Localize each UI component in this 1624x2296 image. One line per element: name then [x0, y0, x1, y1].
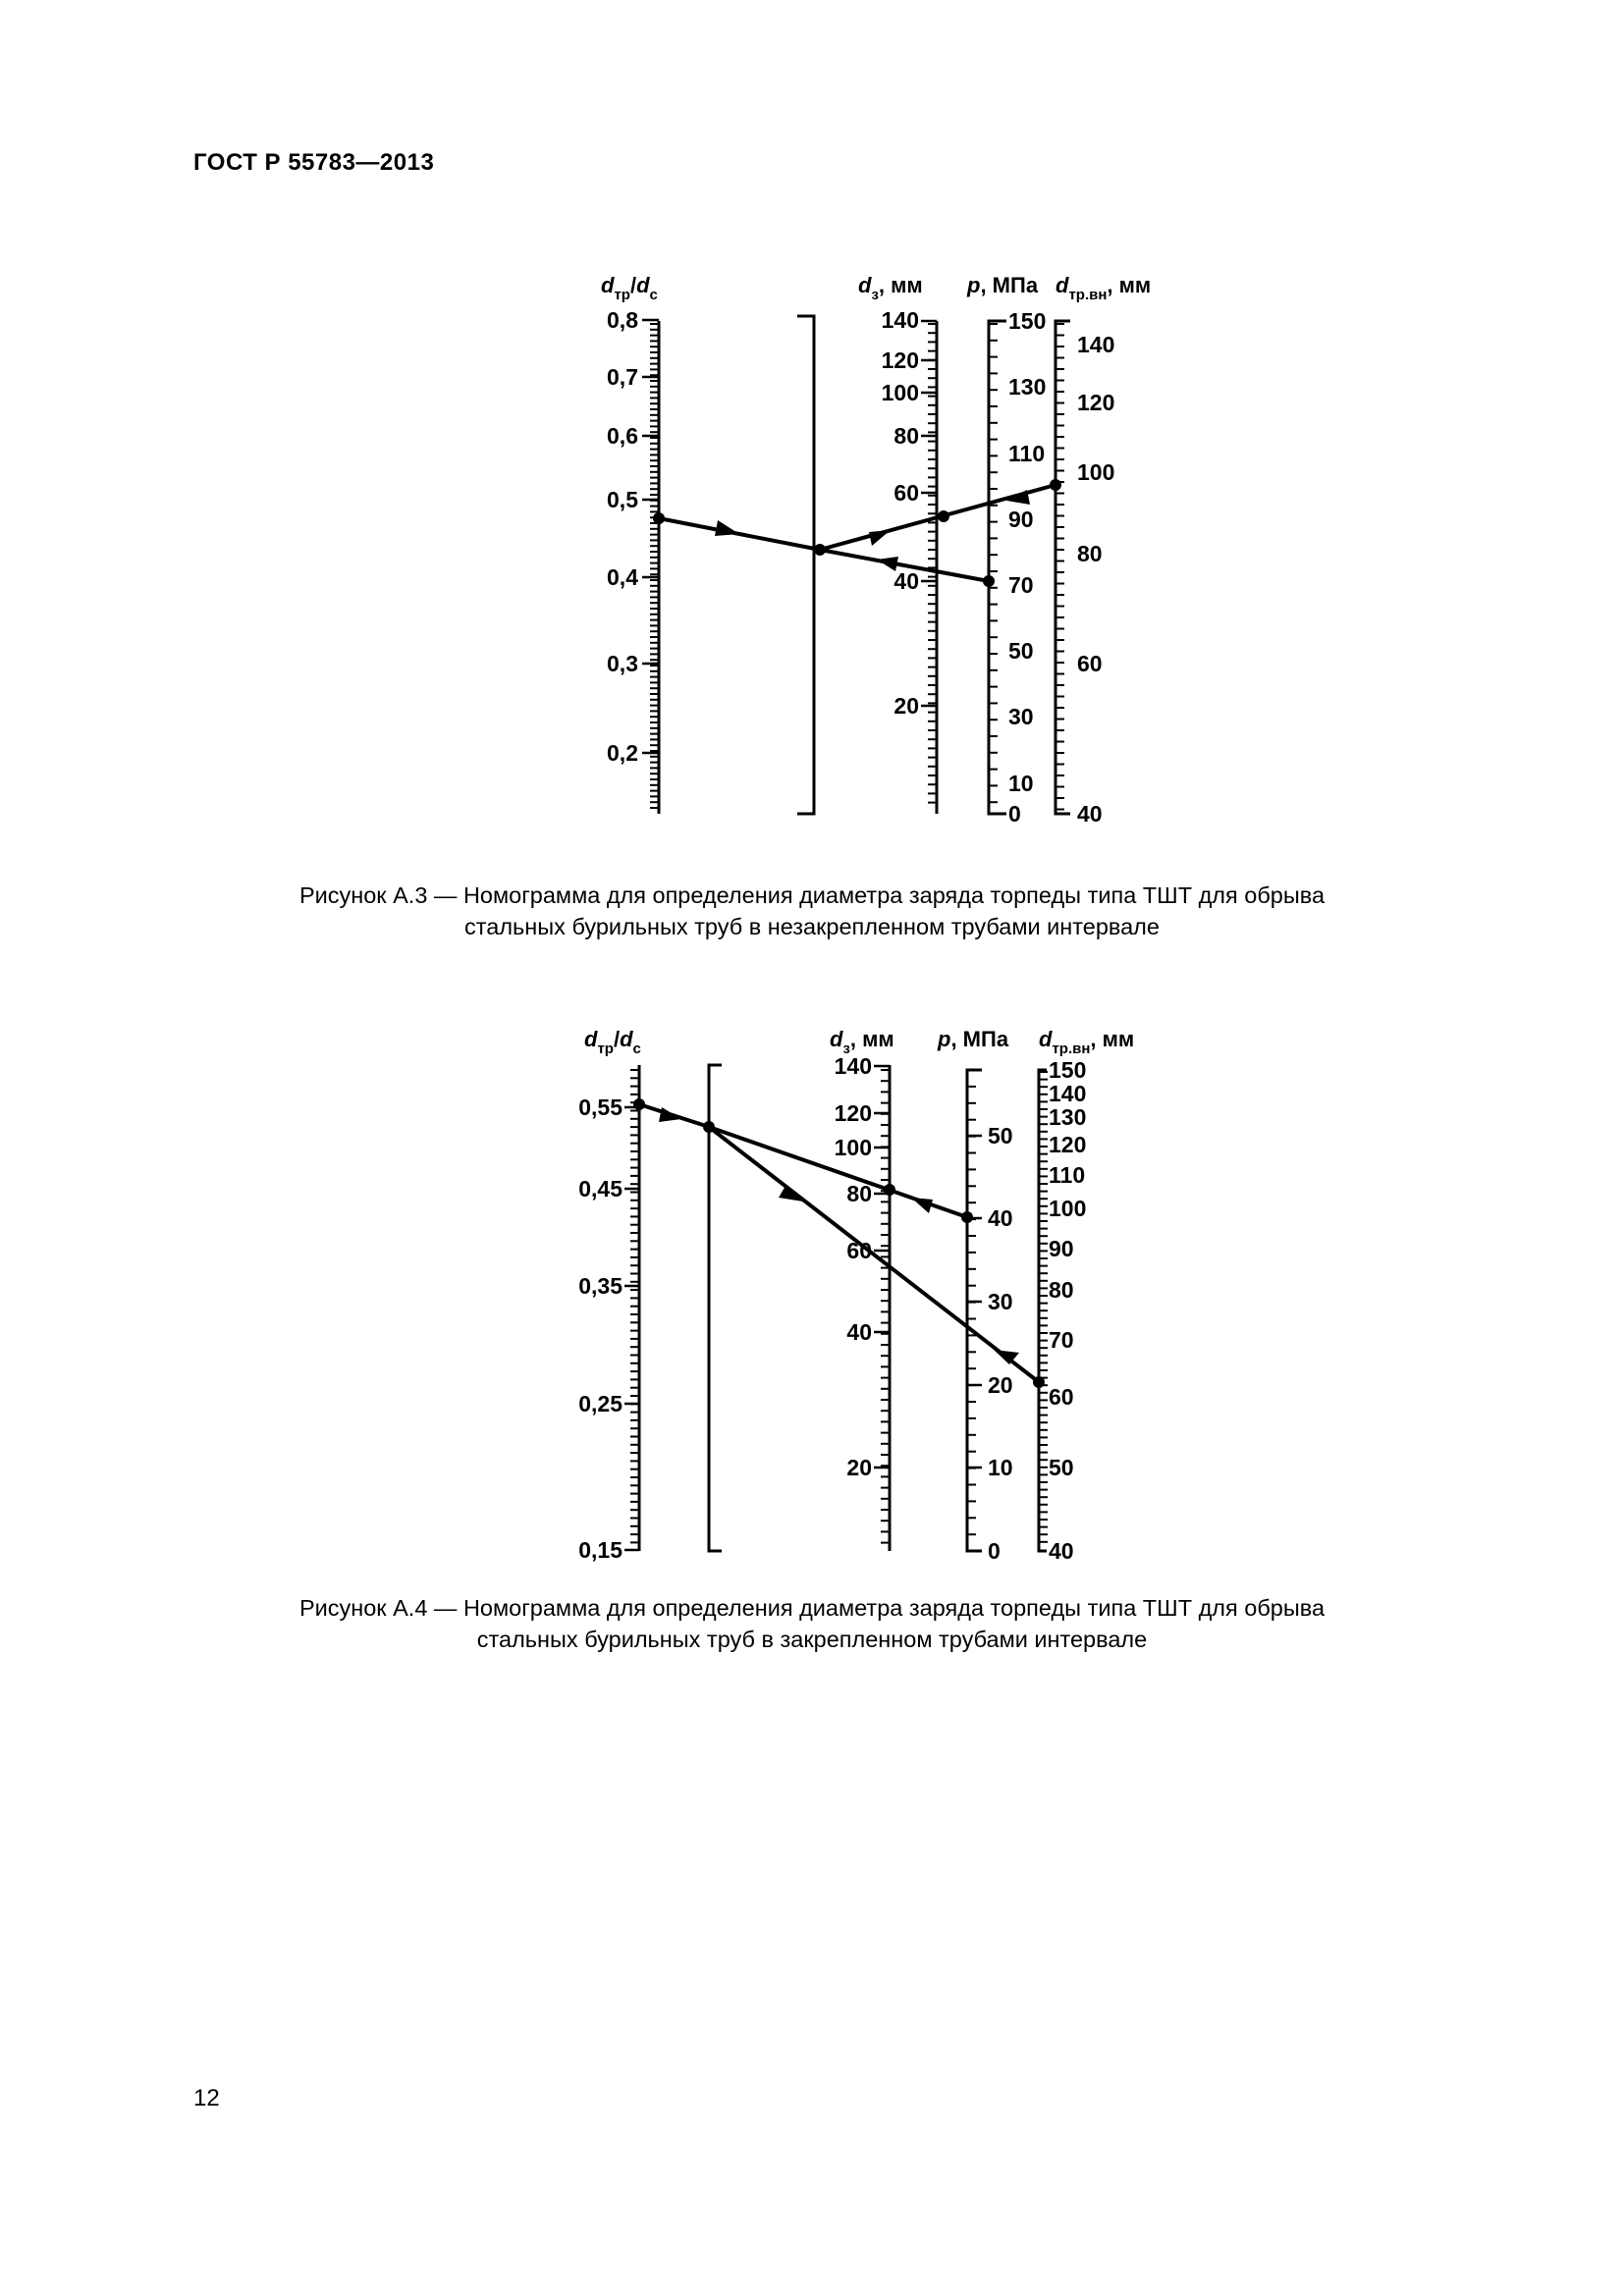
- a3-p-labels: [1008, 308, 1046, 827]
- a4-p-label: 50: [988, 1123, 1013, 1148]
- a4-p-label: 40: [988, 1205, 1013, 1231]
- a4-dz-label: 20: [846, 1455, 872, 1480]
- nomogram-a4: [0, 1011, 1624, 1600]
- a3-header-ratio: $d_{тр}/d_с$: [601, 273, 658, 303]
- a3-dtr-label: 140: [1077, 332, 1115, 357]
- a4-dtr-label: 60: [1049, 1384, 1074, 1410]
- a4-p-label: 30: [988, 1289, 1013, 1314]
- a4-dz-labels: [835, 1053, 872, 1480]
- a4-dtr-label: 70: [1049, 1327, 1074, 1353]
- a4-dtr-label: 110: [1049, 1162, 1086, 1188]
- a3-ratio-label: 0,8: [607, 307, 638, 333]
- a3-dtr-label: 40: [1077, 801, 1103, 827]
- figure-a4-caption: [245, 1592, 1379, 1655]
- a3-p-label: 150: [1008, 308, 1047, 334]
- a3-dz-labels: [882, 307, 919, 719]
- a4-ratio-label: 0,25: [578, 1391, 623, 1416]
- a3-dz-label: 20: [893, 693, 919, 719]
- a4-dtr-label: 150: [1049, 1057, 1087, 1083]
- a3-dtr-label: 120: [1077, 390, 1115, 415]
- a3-p-label: 130: [1008, 374, 1047, 400]
- a3-header-p: p, МПа: [967, 273, 1039, 297]
- a3-dtr-label: 100: [1077, 459, 1115, 485]
- figure-a3-caption-line2: стальных бурильных труб в незакрепленном трубами интервале: [464, 914, 1160, 939]
- figure-a3-caption: [245, 880, 1379, 942]
- a4-dtr-label: 130: [1049, 1104, 1087, 1130]
- a3-p-label: 50: [1008, 638, 1034, 664]
- a4-header-p: p, МПа: [938, 1027, 1009, 1051]
- a4-ratio-label: 0,35: [578, 1273, 623, 1299]
- a4-dtr-label: 80: [1049, 1277, 1074, 1303]
- a3-ratio-label: 0,7: [607, 364, 638, 390]
- a4-dtr-label: 140: [1049, 1081, 1087, 1106]
- a3-dz-label: 60: [893, 480, 919, 506]
- a4-header-ratio: $d_{тр}/d_с$: [584, 1027, 641, 1057]
- figure-a3-caption-line1: Рисунок А.3 — Номограмма для определения диаметра заряда торпеды типа ТШТ для обрыва: [298, 882, 1326, 908]
- a3-p-label: 70: [1008, 572, 1034, 598]
- a3-dz-label: 80: [893, 423, 919, 449]
- nomogram-a3-ticks: [650, 324, 1064, 810]
- a3-ratio-label: 0,2: [607, 740, 638, 766]
- a4-dtr-label: 120: [1049, 1132, 1087, 1157]
- a4-dtr-label: 100: [1049, 1196, 1087, 1221]
- a3-dtr-labels: [1077, 332, 1114, 827]
- a4-p-label: 0: [988, 1538, 1001, 1564]
- a4-dtr-label: 40: [1049, 1538, 1074, 1564]
- a3-ratio-label: 0,3: [607, 651, 638, 676]
- nomogram-a3: [0, 0, 1624, 844]
- a4-dtr-labels: [1049, 1057, 1086, 1564]
- a4-p-label: 20: [988, 1372, 1013, 1398]
- a4-ratio-label: 0,45: [578, 1176, 623, 1201]
- a4-p-label: 10: [988, 1455, 1013, 1480]
- a4-dtr-label: 90: [1049, 1236, 1074, 1261]
- a4-dz-label: 100: [834, 1135, 872, 1160]
- a4-dz-label: 140: [834, 1053, 872, 1079]
- a3-header-dtr: $d_{тр.вн}$, мм: [1056, 273, 1152, 303]
- a3-dz-label: 140: [881, 307, 919, 333]
- a4-ratio-label: 0,15: [578, 1537, 623, 1563]
- a3-dtr-label: 80: [1077, 541, 1103, 566]
- a3-p-label: 10: [1008, 771, 1034, 796]
- a3-dtr-label: 60: [1077, 651, 1103, 676]
- a3-dz-label: 100: [881, 380, 919, 405]
- a4-header-dz: $d_з$, мм: [830, 1027, 894, 1057]
- a4-ratio-labels: [578, 1095, 623, 1563]
- a4-header-dtr: $d_{тр.вн}$, мм: [1039, 1027, 1135, 1057]
- a4-dz-label: 40: [846, 1319, 872, 1345]
- a4-dtr-label: 50: [1049, 1455, 1074, 1480]
- figure-a4-caption-line1: Рисунок А.4 — Номограмма для определения диаметра заряда торпеды типа ТШТ для обрыва: [298, 1595, 1326, 1621]
- a3-ratio-label: 0,6: [607, 423, 638, 449]
- a3-ratio-labels: [607, 307, 638, 766]
- document-header: ГОСТ Р 55783—2013: [193, 149, 435, 176]
- page-number: 12: [193, 2085, 220, 2111]
- a3-p-label: 30: [1008, 704, 1034, 729]
- a3-header-dz: $d_з$, мм: [858, 273, 923, 303]
- figure-a4-caption-line2: стальных бурильных труб в закрепленном трубами интервале: [476, 1627, 1148, 1652]
- a4-dz-label: 120: [834, 1100, 872, 1126]
- a4-ratio-label: 0,55: [578, 1095, 623, 1120]
- a3-ratio-label: 0,5: [607, 487, 638, 512]
- a4-dz-label: 60: [846, 1238, 872, 1263]
- a3-dz-label: 120: [881, 347, 919, 373]
- a3-p-label: 90: [1008, 507, 1034, 532]
- a3-p-label: 0: [1008, 801, 1021, 827]
- a3-dz-label: 40: [893, 568, 919, 594]
- a3-points: [653, 479, 1061, 587]
- a3-ratio-label: 0,4: [607, 564, 638, 590]
- a3-p-label: 110: [1008, 441, 1046, 466]
- a4-dz-label: 80: [846, 1181, 872, 1206]
